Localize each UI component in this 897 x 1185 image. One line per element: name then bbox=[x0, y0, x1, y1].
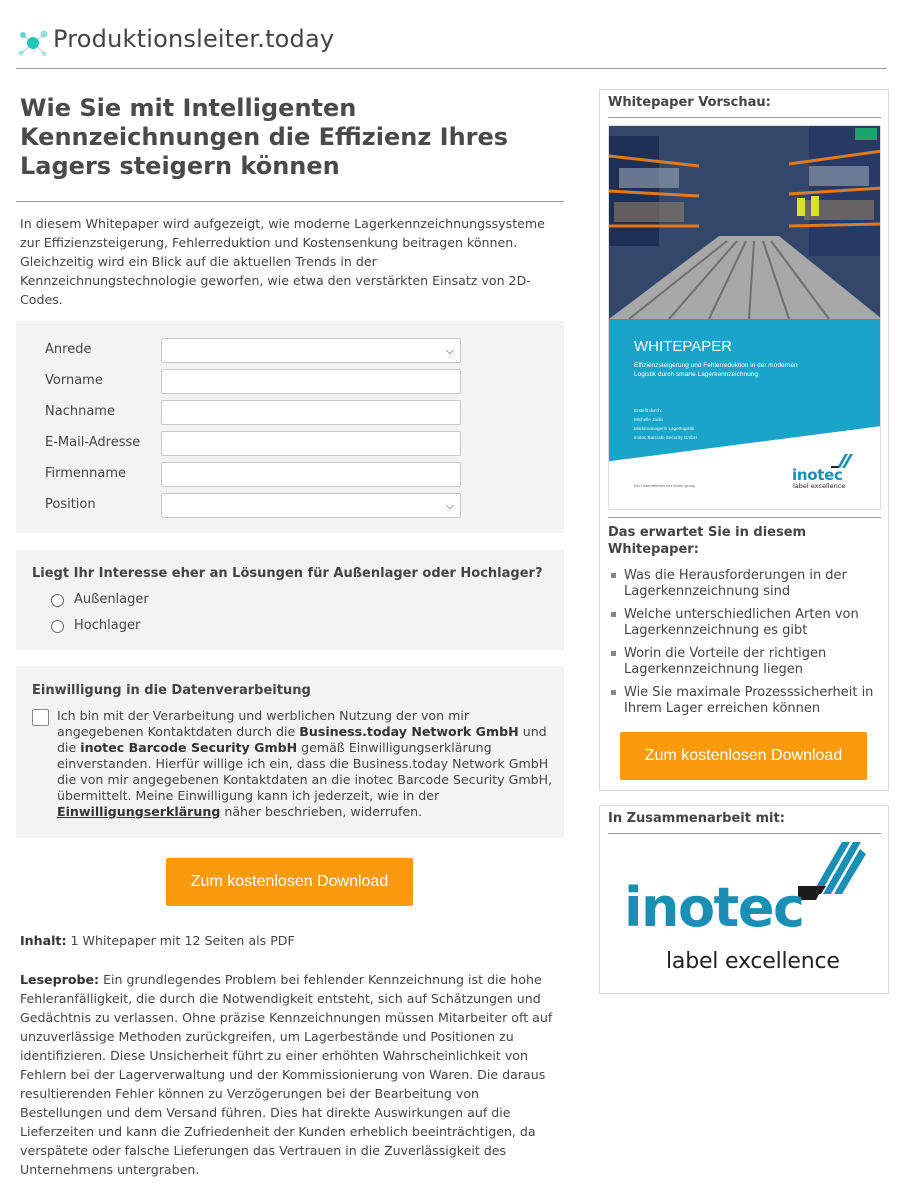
list-item-text: Wie Sie maximale Prozesssicherheit in Ihrem Lager erreichen können bbox=[624, 685, 874, 716]
radio-label: Außenlager bbox=[74, 592, 149, 607]
form-row-anrede bbox=[45, 338, 565, 364]
email-label: E-Mail-Adresse bbox=[45, 435, 141, 450]
consent-title: Einwilligung in die Datenverarbeitung bbox=[32, 683, 311, 698]
site-name[interactable]: Produktionsleiter.today bbox=[53, 25, 335, 53]
content-label: Inhalt: bbox=[20, 933, 67, 948]
radio-button[interactable] bbox=[51, 620, 64, 633]
form-row-email bbox=[45, 431, 565, 457]
anrede-label: Anrede bbox=[45, 342, 92, 357]
benefit-list bbox=[608, 568, 878, 724]
partner-logo-sub: label excellence bbox=[666, 949, 840, 974]
list-item bbox=[608, 685, 878, 717]
firmenname-input[interactable] bbox=[161, 462, 461, 487]
excerpt bbox=[20, 970, 564, 1179]
registration-form bbox=[16, 321, 564, 533]
consent-text-part: gemäß Einwilligungserklärung einverstanden. Hierfür willige ich ein, dass die Business.today Network GmbH die von mir angegebenen Kontaktdaten an die inotec Barcode Security GmbH, übermittelt. Meine Einwilligung kann ich jederzeit, wie in der bbox=[57, 740, 553, 803]
position-select[interactable] bbox=[161, 493, 461, 518]
list-item bbox=[608, 607, 878, 639]
chevron-down-icon: ⌵ bbox=[445, 499, 454, 512]
consent-company-business-today: Business.today Network GmbH bbox=[299, 724, 519, 739]
consent-section bbox=[16, 666, 564, 838]
partner-logo[interactable] bbox=[624, 828, 874, 988]
consent-text bbox=[57, 708, 557, 820]
radio-button[interactable] bbox=[51, 594, 64, 607]
cover-logo-sub: label excellence bbox=[793, 482, 846, 490]
sidebar-download-button[interactable]: Zum kostenlosen Download bbox=[620, 732, 867, 780]
expect-heading: Das erwartet Sie in diesem Whitepaper: bbox=[608, 525, 807, 557]
whitepaper-cover-image[interactable] bbox=[608, 125, 881, 510]
preview-heading: Whitepaper Vorschau: bbox=[608, 95, 771, 110]
bullet-icon bbox=[611, 690, 616, 695]
bullet-icon bbox=[611, 573, 616, 578]
consent-company-inotec: inotec Barcode Security GmbH bbox=[80, 740, 298, 755]
download-button[interactable]: Zum kostenlosen Download bbox=[166, 858, 413, 906]
content-value: 1 Whitepaper mit 12 Seiten als PDF bbox=[66, 933, 295, 948]
consent-text-part: und die bbox=[57, 724, 547, 755]
excerpt-text: Ein grundlegendes Problem bei fehlender Kennzeichnung ist die hohe Fehleranfälligkeit, die durch die Notwendigkeit entsteht, sich auf Schätzungen und Gedächtnis zu verlassen. Ohne präzise Kennzeichnungen müssen Mitarbeiter oft auf unzuverlässige Methoden zurückgreifen, um Lagerbestände und Positionen zu identifizieren. Diese Unsicherheit führt zu einer erhöhten Wahrscheinlichkeit von Fehlern bei der Lagerverwaltung und der Kommissionierung von Waren. Die daraus resultierenden Fehler können zu Verzögerungen bei der Bearbeitung von Bestellungen und dem Versand führen. Dies hat direkte Auswirkungen auf die Lieferzeiten und kann die Zufriedenheit der Kunden erheblich beeinträchtigen, da verspätete oder falsche Lieferungen das Vertrauen in die Zuverlässigkeit des Unternehmens untergraben. bbox=[20, 972, 553, 1177]
vorname-input[interactable] bbox=[161, 369, 461, 394]
preview-divider bbox=[608, 117, 881, 118]
list-item-text: Worin die Vorteile der richtigen Lagerkennzeichnung liegen bbox=[624, 646, 827, 677]
form-row-firmenname bbox=[45, 462, 565, 488]
form-row-nachname bbox=[45, 400, 565, 426]
consent-declaration-link[interactable]: Einwilligungserklärung bbox=[57, 804, 221, 819]
form-row-position bbox=[45, 493, 565, 519]
firmenname-label: Firmenname bbox=[45, 466, 127, 481]
cover-author-company: inotec Barcode Security GmbH bbox=[634, 435, 698, 440]
list-item bbox=[608, 568, 878, 600]
partner-box bbox=[599, 805, 889, 994]
cover-logo-text: inotec bbox=[792, 466, 843, 484]
expect-divider bbox=[608, 517, 881, 518]
list-item bbox=[608, 646, 878, 678]
cover-title: WHITEPAPER bbox=[634, 338, 733, 355]
content-info bbox=[20, 933, 295, 948]
whitepaper-preview-box bbox=[599, 89, 889, 791]
cover-author-role: Marktmanagerin Lagerlogistik bbox=[634, 426, 695, 431]
anrede-select[interactable] bbox=[161, 338, 461, 363]
chevron-down-icon: ⌵ bbox=[445, 344, 454, 357]
partner-heading: In Zusammenarbeit mit: bbox=[608, 811, 785, 826]
intro-text: In diesem Whitepaper wird aufgezeigt, wie moderne Lagerkennzeichnungssysteme zur Effizienzsteigerung, Fehlerreduktion und Kostensenkung beitragen können. Gleichzeitig wird ein Blick auf die aktuellen Trends in der Kennzeichnungstechnologie geworfen, wie etwa den verstärkten Einsatz von 2D-Codes. bbox=[20, 216, 545, 307]
title-divider bbox=[16, 201, 564, 202]
nachname-input[interactable] bbox=[161, 400, 461, 425]
cover-subtitle: Effizienzsteigerung und Fehlerreduktion in der modernen Logistik durch smarte Lagerkennzeichnung bbox=[634, 362, 798, 378]
bullet-icon bbox=[611, 612, 616, 617]
list-item-text: Was die Herausforderungen in der Lagerkennzeichnung sind bbox=[624, 568, 847, 599]
inotec-stripes-icon bbox=[798, 842, 868, 904]
cover-authors-label: Erstellt durch: bbox=[634, 408, 663, 413]
site-logo-icon[interactable] bbox=[16, 26, 50, 60]
position-label: Position bbox=[45, 497, 96, 512]
email-input[interactable] bbox=[161, 431, 461, 456]
partner-logo-text: inotec bbox=[624, 876, 804, 939]
question-title: Liegt Ihr Interesse eher an Lösungen für Außenlager oder Hochlager? bbox=[32, 566, 543, 581]
vorname-label: Vorname bbox=[45, 373, 103, 388]
list-item-text: Welche unterschiedlichen Arten von Lagerkennzeichnung es gibt bbox=[624, 607, 859, 638]
consent-checkbox[interactable] bbox=[32, 709, 49, 726]
cover-author-name: Michelle Jadin bbox=[634, 417, 664, 422]
form-row-vorname bbox=[45, 369, 565, 395]
radio-label: Hochlager bbox=[74, 618, 141, 633]
cover-footer: Ein Unternehmen der inotec group bbox=[634, 483, 696, 488]
excerpt-label: Leseprobe: bbox=[20, 972, 100, 987]
cover-authors bbox=[634, 406, 814, 442]
bullet-icon bbox=[611, 651, 616, 656]
consent-text-part: näher beschrieben, widerrufen. bbox=[220, 804, 423, 819]
nachname-label: Nachname bbox=[45, 404, 115, 419]
site-header bbox=[16, 22, 887, 69]
interest-question bbox=[16, 550, 564, 650]
consent-text-part: Ich bin mit der Verarbeitung und werblichen Nutzung der von mir angegebenen Kontaktdaten durch die bbox=[57, 708, 470, 739]
warehouse-illustration bbox=[609, 126, 881, 319]
warehouse-photo bbox=[609, 126, 881, 319]
page-title: Wie Sie mit Intelligenten Kennzeichnungen die Effizienz Ihres Lagers steigern können bbox=[20, 94, 509, 180]
